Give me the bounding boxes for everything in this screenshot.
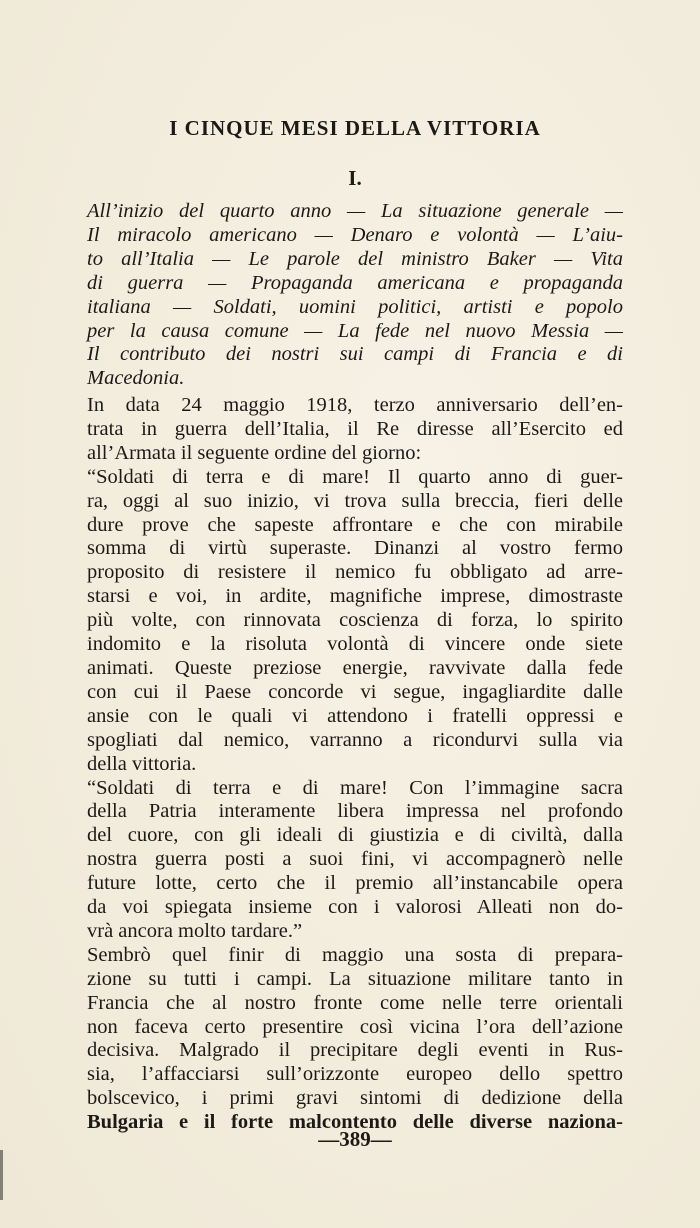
body-line: somma di virtù superaste. Dinanzi al vostro fermo	[87, 537, 623, 560]
body-line: In data 24 maggio 1918, terzo anniversario dell’en-	[87, 394, 623, 416]
summary-line: to all’Italia — Le parole del ministro Baker — Vita	[87, 247, 623, 270]
body-line: “Soldati di terra e di mare! Con l’immagine sacra	[87, 776, 623, 799]
summary-line: Il miracolo americano — Denaro e volontà — L’aiu-	[87, 223, 623, 246]
summary-line: per la causa comune — La fede nel nuovo Messia —	[87, 319, 623, 342]
body-line: del cuore, con gli ideali di giustizia e di civiltà, dalla	[87, 824, 623, 847]
page-number: —389—	[318, 1127, 392, 1151]
body-line: bolscevico, i primi gravi sintomi di dedizione della	[87, 1087, 623, 1110]
page-edge-mark	[0, 1150, 3, 1200]
body-line: sia, l’affacciarsi sull’orizzonte europeo dello spettro	[87, 1063, 623, 1086]
body-line: da voi spiegata insieme con i valorosi Alleati non do-	[87, 896, 623, 919]
body-line: vrà ancora molto tardare.”	[87, 919, 303, 942]
body-line: trata in guerra dell’Italia, il Re diresse all’Esercito ed	[87, 417, 623, 440]
body-line: all’Armata il seguente ordine del giorno:	[87, 441, 422, 464]
body-line: spogliati dal nemico, varranno a ricondurvi sulla via	[87, 728, 623, 751]
summary-line: Macedonia.	[87, 367, 185, 390]
body-line: della Patria interamente libera impressa nel profondo	[87, 800, 623, 823]
body-line: Francia che al nostro fronte come nelle terre orientali	[87, 991, 623, 1014]
body-line: animati. Queste preziose energie, ravvivate dalla fede	[87, 656, 623, 679]
summary-line: di guerra — Propaganda americana e propaganda	[87, 271, 623, 294]
body-line: ansie con le quali vi attendono i fratelli oppressi e	[87, 704, 623, 727]
summary-line: Il contributo dei nostri sui campi di Francia e di	[87, 343, 623, 366]
body-line: Sembrò quel finir di maggio una sosta di prepara-	[87, 943, 623, 966]
body-line: dure prove che sapeste affrontare e che con mirabile	[87, 513, 623, 536]
body-line: con cui il Paese concorde vi segue, ingagliardite dalle	[87, 680, 623, 703]
body-line: indomito e la risoluta volontà di vincere onde siete	[87, 633, 623, 656]
body-line: più volte, con rinnovata coscienza di forza, lo spirito	[87, 609, 623, 632]
body-line: starsi e voi, in ardite, magnifiche imprese, dimostraste	[87, 585, 623, 608]
body-line: ra, oggi al suo inizio, vi trova sulla breccia, fieri delle	[87, 489, 623, 512]
chapter-summary	[87, 200, 623, 391]
chapter-number: I.	[348, 166, 362, 190]
body-line: future lotte, certo che il premio all’instancabile opera	[87, 872, 623, 895]
body-line: non faceva certo presentire così vicina l’ora dell’azione	[87, 1015, 623, 1038]
body-line: proposito di resistere il nemico fu obbligato ad arre-	[87, 561, 623, 584]
body-line: nostra guerra posti a suoi fini, vi accompagnerò nelle	[87, 848, 623, 871]
body-line: zione su tutti i campi. La situazione militare tanto in	[87, 967, 623, 990]
page-title: I CINQUE MESI DELLA VITTORIA	[169, 116, 541, 140]
summary-line: italiana — Soldati, uomini politici, artisti e popolo	[87, 295, 623, 318]
body-text	[87, 394, 623, 1135]
summary-line: All’inizio del quarto anno — La situazione generale —	[87, 200, 623, 222]
body-line: Bulgaria e il forte malcontento delle diverse naziona-	[87, 1111, 623, 1134]
body-line: della vittoria.	[87, 752, 197, 775]
body-line: decisiva. Malgrado il precipitare degli eventi in Rus-	[87, 1039, 623, 1062]
body-line: “Soldati di terra e di mare! Il quarto anno di guer-	[87, 465, 623, 488]
